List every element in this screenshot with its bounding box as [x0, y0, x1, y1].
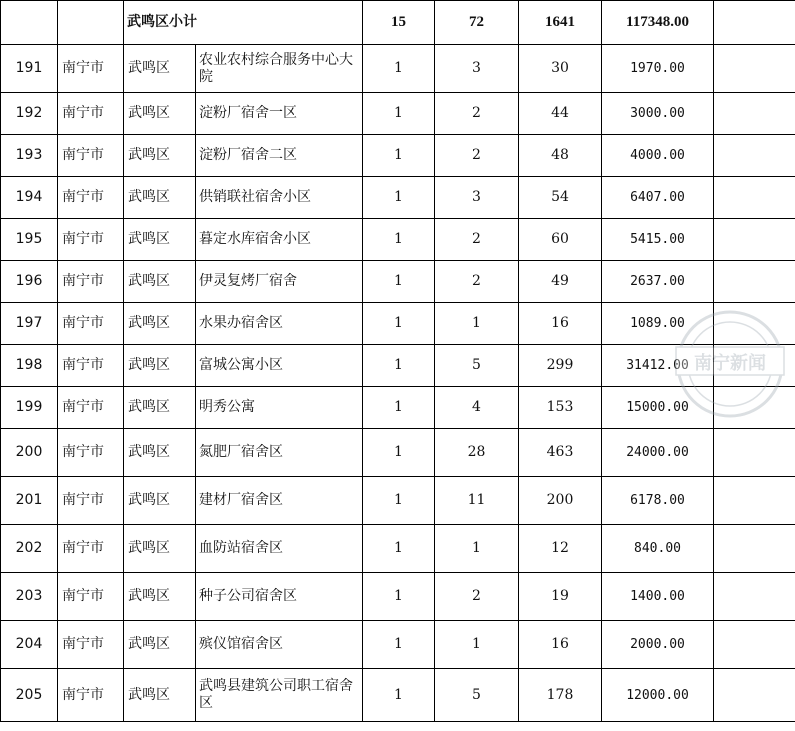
row-city: 南宁市 [58, 261, 124, 303]
row-count-1: 1 [363, 387, 435, 429]
table-row [1, 219, 795, 261]
row-area: 6178.00 [602, 477, 714, 525]
row-district: 武鸣区 [124, 477, 196, 525]
subtotal-c1: 15 [363, 1, 435, 45]
row-area: 2000.00 [602, 621, 714, 669]
row-count-1: 1 [363, 345, 435, 387]
row-count-3: 44 [519, 93, 602, 135]
watermark-text: 南宁新闻 [694, 353, 766, 374]
row-remark [714, 621, 795, 669]
row-district: 武鸣区 [124, 525, 196, 573]
row-count-3: 153 [519, 387, 602, 429]
row-index: 192 [1, 93, 58, 135]
row-index: 195 [1, 219, 58, 261]
table-row [1, 387, 795, 429]
row-area: 15000.00 [602, 387, 714, 429]
row-index: 194 [1, 177, 58, 219]
row-district: 武鸣区 [124, 669, 196, 722]
table-row [1, 573, 795, 621]
table-row [1, 621, 795, 669]
row-area: 12000.00 [602, 669, 714, 722]
row-area: 1970.00 [602, 45, 714, 93]
row-remark [714, 219, 795, 261]
row-remark [714, 45, 795, 93]
row-count-1: 1 [363, 93, 435, 135]
row-city: 南宁市 [58, 219, 124, 261]
row-district: 武鸣区 [124, 93, 196, 135]
row-index: 193 [1, 135, 58, 177]
row-area: 1400.00 [602, 573, 714, 621]
row-community-name: 水果办宿舍区 [196, 303, 363, 345]
row-count-2: 2 [435, 135, 519, 177]
table-row [1, 669, 795, 722]
row-count-1: 1 [363, 525, 435, 573]
row-community-name: 富城公寓小区 [196, 345, 363, 387]
row-remark [714, 303, 795, 345]
row-count-2: 5 [435, 345, 519, 387]
row-community-name: 暮定水库宿舍小区 [196, 219, 363, 261]
row-count-2: 3 [435, 45, 519, 93]
row-count-2: 2 [435, 219, 519, 261]
table-row [1, 177, 795, 219]
row-count-2: 2 [435, 573, 519, 621]
row-district: 武鸣区 [124, 621, 196, 669]
row-city: 南宁市 [58, 525, 124, 573]
row-district: 武鸣区 [124, 45, 196, 93]
row-count-3: 16 [519, 303, 602, 345]
row-area: 1089.00 [602, 303, 714, 345]
row-remark [714, 573, 795, 621]
row-area: 2637.00 [602, 261, 714, 303]
subtotal-c3: 1641 [519, 1, 602, 45]
row-count-2: 28 [435, 429, 519, 477]
row-count-1: 1 [363, 219, 435, 261]
row-count-2: 1 [435, 303, 519, 345]
row-count-1: 1 [363, 261, 435, 303]
row-community-name: 供销联社宿舍小区 [196, 177, 363, 219]
table-row [1, 525, 795, 573]
table-row [1, 345, 795, 387]
row-city: 南宁市 [58, 573, 124, 621]
row-count-3: 178 [519, 669, 602, 722]
row-area: 6407.00 [602, 177, 714, 219]
row-remark [714, 345, 795, 387]
row-city: 南宁市 [58, 303, 124, 345]
row-count-2: 3 [435, 177, 519, 219]
row-index: 197 [1, 303, 58, 345]
row-count-3: 463 [519, 429, 602, 477]
row-district: 武鸣区 [124, 261, 196, 303]
row-district: 武鸣区 [124, 345, 196, 387]
row-count-2: 1 [435, 525, 519, 573]
row-index: 196 [1, 261, 58, 303]
row-count-3: 16 [519, 621, 602, 669]
row-count-3: 19 [519, 573, 602, 621]
subtotal-city-cell [58, 1, 124, 45]
subtotal-area: 117348.00 [602, 1, 714, 45]
table-row [1, 429, 795, 477]
subtotal-c2: 72 [435, 1, 519, 45]
row-city: 南宁市 [58, 177, 124, 219]
row-count-3: 49 [519, 261, 602, 303]
row-city: 南宁市 [58, 135, 124, 177]
row-district: 武鸣区 [124, 387, 196, 429]
row-remark [714, 429, 795, 477]
row-index: 200 [1, 429, 58, 477]
row-community-name: 明秀公寓 [196, 387, 363, 429]
row-district: 武鸣区 [124, 177, 196, 219]
row-index: 202 [1, 525, 58, 573]
row-count-2: 2 [435, 93, 519, 135]
row-index: 191 [1, 45, 58, 93]
row-city: 南宁市 [58, 477, 124, 525]
row-community-name: 淀粉厂宿舍二区 [196, 135, 363, 177]
row-city: 南宁市 [58, 429, 124, 477]
row-count-3: 30 [519, 45, 602, 93]
row-count-2: 11 [435, 477, 519, 525]
table-row [1, 477, 795, 525]
row-district: 武鸣区 [124, 135, 196, 177]
table-row [1, 261, 795, 303]
table-row [1, 303, 795, 345]
row-city: 南宁市 [58, 93, 124, 135]
row-community-name: 农业农村综合服务中心大院 [196, 45, 363, 93]
row-index: 203 [1, 573, 58, 621]
row-area: 24000.00 [602, 429, 714, 477]
subtotal-label: 武鸣区小计 [124, 1, 363, 45]
row-city: 南宁市 [58, 387, 124, 429]
row-count-2: 4 [435, 387, 519, 429]
subtotal-row [1, 1, 795, 45]
row-remark [714, 177, 795, 219]
row-count-3: 60 [519, 219, 602, 261]
row-area: 840.00 [602, 525, 714, 573]
subtotal-index-cell [1, 1, 58, 45]
row-community-name: 淀粉厂宿舍一区 [196, 93, 363, 135]
subtotal-remark-cell [714, 1, 795, 45]
row-count-2: 5 [435, 669, 519, 722]
row-community-name: 武鸣县建筑公司职工宿舍区 [196, 669, 363, 722]
row-count-3: 299 [519, 345, 602, 387]
row-count-1: 1 [363, 669, 435, 722]
row-index: 198 [1, 345, 58, 387]
row-community-name: 种子公司宿舍区 [196, 573, 363, 621]
table-row [1, 135, 795, 177]
row-count-1: 1 [363, 303, 435, 345]
row-count-1: 1 [363, 177, 435, 219]
row-count-1: 1 [363, 429, 435, 477]
row-count-1: 1 [363, 135, 435, 177]
row-community-name: 氮肥厂宿舍区 [196, 429, 363, 477]
table-row [1, 45, 795, 93]
row-count-3: 54 [519, 177, 602, 219]
row-index: 199 [1, 387, 58, 429]
row-remark [714, 477, 795, 525]
row-count-1: 1 [363, 477, 435, 525]
row-remark [714, 387, 795, 429]
row-district: 武鸣区 [124, 429, 196, 477]
row-count-3: 12 [519, 525, 602, 573]
row-area: 4000.00 [602, 135, 714, 177]
row-index: 201 [1, 477, 58, 525]
row-district: 武鸣区 [124, 303, 196, 345]
row-city: 南宁市 [58, 621, 124, 669]
row-count-3: 200 [519, 477, 602, 525]
row-city: 南宁市 [58, 45, 124, 93]
row-community-name: 建材厂宿舍区 [196, 477, 363, 525]
row-city: 南宁市 [58, 345, 124, 387]
row-community-name: 血防站宿舍区 [196, 525, 363, 573]
row-remark [714, 525, 795, 573]
row-count-1: 1 [363, 621, 435, 669]
row-area: 3000.00 [602, 93, 714, 135]
row-count-1: 1 [363, 573, 435, 621]
row-community-name: 伊灵复烤厂宿舍 [196, 261, 363, 303]
row-district: 武鸣区 [124, 219, 196, 261]
row-index: 205 [1, 669, 58, 722]
row-count-1: 1 [363, 45, 435, 93]
row-count-3: 48 [519, 135, 602, 177]
row-count-2: 2 [435, 261, 519, 303]
row-remark [714, 93, 795, 135]
row-remark [714, 261, 795, 303]
row-city: 南宁市 [58, 669, 124, 722]
row-remark [714, 669, 795, 722]
table-row [1, 93, 795, 135]
row-remark [714, 135, 795, 177]
row-district: 武鸣区 [124, 573, 196, 621]
row-area: 31412.00 [602, 345, 714, 387]
row-area: 5415.00 [602, 219, 714, 261]
row-index: 204 [1, 621, 58, 669]
row-community-name: 殡仪馆宿舍区 [196, 621, 363, 669]
row-count-2: 1 [435, 621, 519, 669]
